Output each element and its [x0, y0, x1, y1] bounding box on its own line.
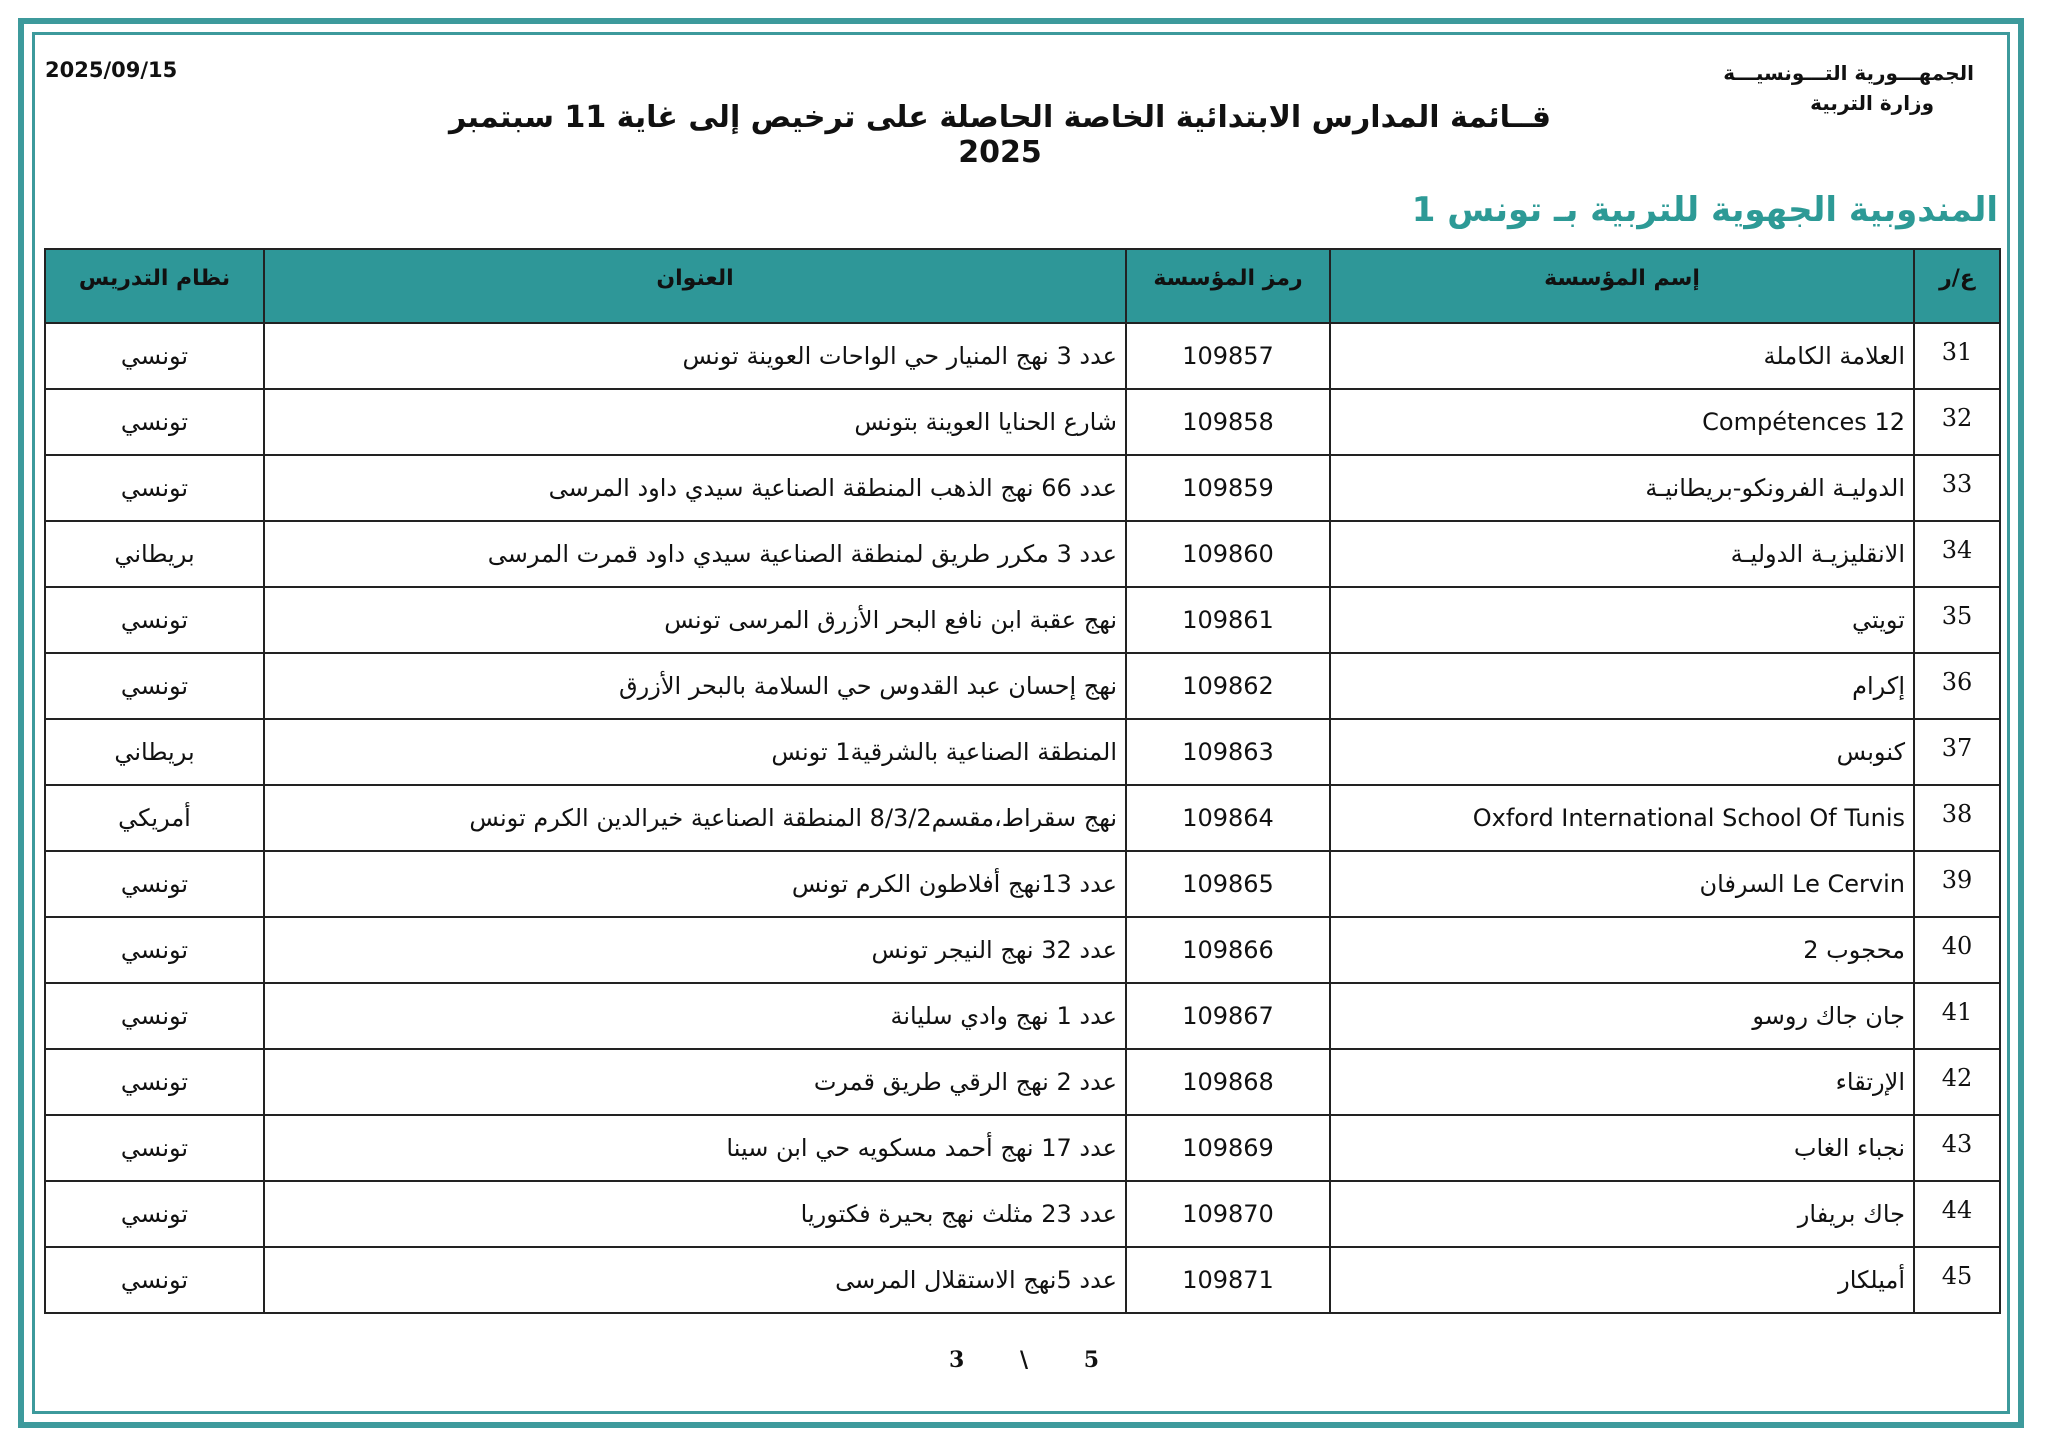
table-row: [45, 323, 2000, 389]
schools-table: [44, 248, 2001, 1314]
school-name: 12 Compétences: [1330, 389, 1914, 455]
table-row: [45, 719, 2000, 785]
page-total: 5: [1083, 1347, 1099, 1373]
page-separator: \: [1019, 1347, 1029, 1373]
school-code: 109860: [1126, 521, 1330, 587]
school-code: 109871: [1126, 1247, 1330, 1313]
document-title: قــائمة المدارس الابتدائية الخاصة الحاصلة على ترخيص إلى غاية 11 سبتمبر 2025: [449, 100, 1551, 170]
teaching-system: تونسي: [45, 389, 264, 455]
page-current: 3: [948, 1347, 965, 1373]
school-name: أميلكار: [1330, 1247, 1914, 1313]
teaching-system: تونسي: [45, 917, 264, 983]
school-address: عدد 23 مثلث نهج بحيرة فكتوريا: [264, 1181, 1126, 1247]
table-row: [45, 1181, 2000, 1247]
school-address: عدد 2 نهج الرقي طريق قمرت: [264, 1049, 1126, 1115]
school-name: الإرتقاء: [1330, 1049, 1914, 1115]
school-code: 109858: [1126, 389, 1330, 455]
teaching-system: تونسي: [45, 455, 264, 521]
school-address: عدد 17 نهج أحمد مسكويه حي ابن سينا: [264, 1115, 1126, 1181]
school-address: نهج إحسان عبد القدوس حي السلامة بالبحر الأزرق: [264, 653, 1126, 719]
school-address: عدد 3 مكرر طريق لمنطقة الصناعية سيدي داود قمرت المرسى: [264, 521, 1126, 587]
school-code: 109867: [1126, 983, 1330, 1049]
school-name: Le Cervin السرفان: [1330, 851, 1914, 917]
row-number: 42: [1914, 1049, 2000, 1115]
document-date: 2025/09/15: [45, 58, 178, 82]
teaching-system: تونسي: [45, 1181, 264, 1247]
school-name: Oxford International School Of Tunis: [1330, 785, 1914, 851]
table-row: [45, 1115, 2000, 1181]
table-header-row: [45, 249, 2000, 323]
page-number: [0, 1347, 2048, 1373]
school-code: 109864: [1126, 785, 1330, 851]
school-code: 109863: [1126, 719, 1330, 785]
school-address: عدد 66 نهج الذهب المنطقة الصناعية سيدي داود المرسى: [264, 455, 1126, 521]
teaching-system: تونسي: [45, 323, 264, 389]
teaching-system: تونسي: [45, 1049, 264, 1115]
school-address: نهج سقراط،مقسم8/3/2 المنطقة الصناعية خيرالدين الكرم تونس: [264, 785, 1126, 851]
table-row: [45, 1247, 2000, 1313]
teaching-system: بريطاني: [45, 719, 264, 785]
teaching-system: تونسي: [45, 653, 264, 719]
school-address: نهج عقبة ابن نافع البحر الأزرق المرسى تونس: [264, 587, 1126, 653]
table-row: [45, 983, 2000, 1049]
school-code: 109870: [1126, 1181, 1330, 1247]
row-number: 32: [1914, 389, 2000, 455]
school-code: 109862: [1126, 653, 1330, 719]
school-name: تويتي: [1330, 587, 1914, 653]
school-code: 109868: [1126, 1049, 1330, 1115]
table-row: [45, 587, 2000, 653]
teaching-system: تونسي: [45, 587, 264, 653]
table-row: [45, 917, 2000, 983]
school-name: كنوبس: [1330, 719, 1914, 785]
region-heading: المندوبية الجهوية للتربية بـ تونس 1: [1411, 190, 1998, 230]
column-header-address: العنوان: [264, 249, 1126, 323]
school-address: عدد 1 نهج وادي سليانة: [264, 983, 1126, 1049]
school-name: نجباء الغاب: [1330, 1115, 1914, 1181]
row-number: 40: [1914, 917, 2000, 983]
school-code: 109869: [1126, 1115, 1330, 1181]
column-header-code: رمز المؤسسة: [1126, 249, 1330, 323]
school-name: جاك بريفار: [1330, 1181, 1914, 1247]
row-number: 36: [1914, 653, 2000, 719]
column-header-name: إسم المؤسسة: [1330, 249, 1914, 323]
row-number: 41: [1914, 983, 2000, 1049]
school-name: إكرام: [1330, 653, 1914, 719]
row-number: 35: [1914, 587, 2000, 653]
school-name: العلامة الكاملة: [1330, 323, 1914, 389]
row-number: 33: [1914, 455, 2000, 521]
school-name: الانقليزيـة الدوليـة: [1330, 521, 1914, 587]
teaching-system: أمريكي: [45, 785, 264, 851]
row-number: 34: [1914, 521, 2000, 587]
table-row: [45, 851, 2000, 917]
school-name: الدوليـة الفرونكو-بريطانيـة: [1330, 455, 1914, 521]
school-address: شارع الحنايا العوينة بتونس: [264, 389, 1126, 455]
republic-label: الجمهـــورية التـــونسيـــة: [1723, 61, 1974, 85]
school-name: محجوب 2: [1330, 917, 1914, 983]
school-address: المنطقة الصناعية بالشرقية1 تونس: [264, 719, 1126, 785]
school-code: 109865: [1126, 851, 1330, 917]
school-code: 109866: [1126, 917, 1330, 983]
school-code: 109859: [1126, 455, 1330, 521]
school-address: عدد 13نهج أفلاطون الكرم تونس: [264, 851, 1126, 917]
teaching-system: تونسي: [45, 1115, 264, 1181]
table-row: [45, 455, 2000, 521]
school-code: 109857: [1126, 323, 1330, 389]
school-name: جان جاك روسو: [1330, 983, 1914, 1049]
teaching-system: تونسي: [45, 1247, 264, 1313]
row-number: 39: [1914, 851, 2000, 917]
school-address: عدد 5نهج الاستقلال المرسى: [264, 1247, 1126, 1313]
teaching-system: بريطاني: [45, 521, 264, 587]
school-address: عدد 32 نهج النيجر تونس: [264, 917, 1126, 983]
table-row: [45, 521, 2000, 587]
row-number: 37: [1914, 719, 2000, 785]
row-number: 31: [1914, 323, 2000, 389]
table-row: [45, 785, 2000, 851]
row-number: 43: [1914, 1115, 2000, 1181]
ministry-label: وزارة التربية: [1810, 91, 1934, 115]
school-code: 109861: [1126, 587, 1330, 653]
teaching-system: تونسي: [45, 851, 264, 917]
row-number: 38: [1914, 785, 2000, 851]
column-header-system: نظام التدريس: [45, 249, 264, 323]
column-header-num: ع/ر: [1914, 249, 2000, 323]
school-address: عدد 3 نهج المنيار حي الواحات العوينة تونس: [264, 323, 1126, 389]
row-number: 45: [1914, 1247, 2000, 1313]
ministry-header: [1723, 58, 1974, 118]
table-row: [45, 389, 2000, 455]
row-number: 44: [1914, 1181, 2000, 1247]
table-row: [45, 653, 2000, 719]
teaching-system: تونسي: [45, 983, 264, 1049]
table-row: [45, 1049, 2000, 1115]
